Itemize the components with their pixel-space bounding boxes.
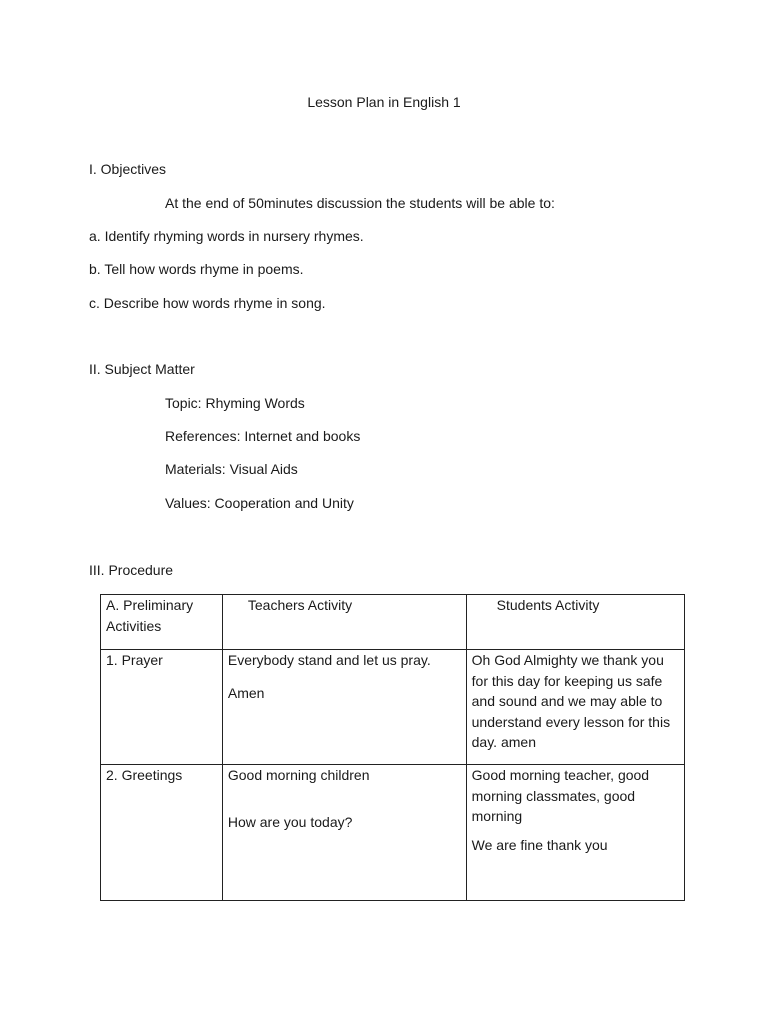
teacher-cell (222, 650, 466, 765)
subject-item-values: Values: Cooperation and Unity (165, 495, 354, 511)
teacher-cell (222, 765, 466, 901)
objective-item: c. Describe how words rhyme in song. (89, 295, 326, 311)
students-cell (466, 765, 684, 901)
students-cell (466, 650, 684, 765)
students-line: Good morning teacher, good morning classmates, good morning (471, 767, 650, 824)
header-preliminary-activities: A. Preliminary Activities (101, 595, 223, 650)
teacher-line: How are you today? (227, 813, 353, 830)
objectives-intro: At the end of 50minutes discussion the students will be able to: (165, 195, 555, 211)
teacher-line: Good morning children (227, 767, 370, 783)
subject-item-topic: Topic: Rhyming Words (165, 395, 305, 411)
subject-item-references: References: Internet and books (165, 428, 361, 444)
students-line: We are fine thank you (471, 836, 608, 853)
teacher-line: Amen (227, 684, 265, 701)
header-students-activity: Students Activity (466, 595, 684, 650)
objectives-heading: I. Objectives (89, 161, 167, 177)
table-header-row (101, 595, 685, 650)
students-line: Oh God Almighty we thank you for this day for keeping us safe and sound and we may able to understand every lesson for this day. amen (471, 652, 671, 750)
page-title: Lesson Plan in English 1 (307, 94, 461, 110)
subject-matter-heading: II. Subject Matter (89, 361, 195, 377)
header-teachers-activity: Teachers Activity (222, 595, 466, 650)
teacher-line: Everybody stand and let us pray. (227, 652, 431, 668)
objective-item: b. Tell how words rhyme in poems. (89, 261, 304, 277)
procedure-heading: III. Procedure (89, 562, 174, 578)
objective-item: a. Identify rhyming words in nursery rhymes. (89, 228, 364, 244)
procedure-table (100, 594, 685, 901)
activity-cell: 2. Greetings (101, 765, 223, 901)
table-row (101, 765, 685, 901)
table-row (101, 650, 685, 765)
subject-item-materials: Materials: Visual Aids (165, 461, 298, 477)
activity-cell: 1. Prayer (101, 650, 223, 765)
